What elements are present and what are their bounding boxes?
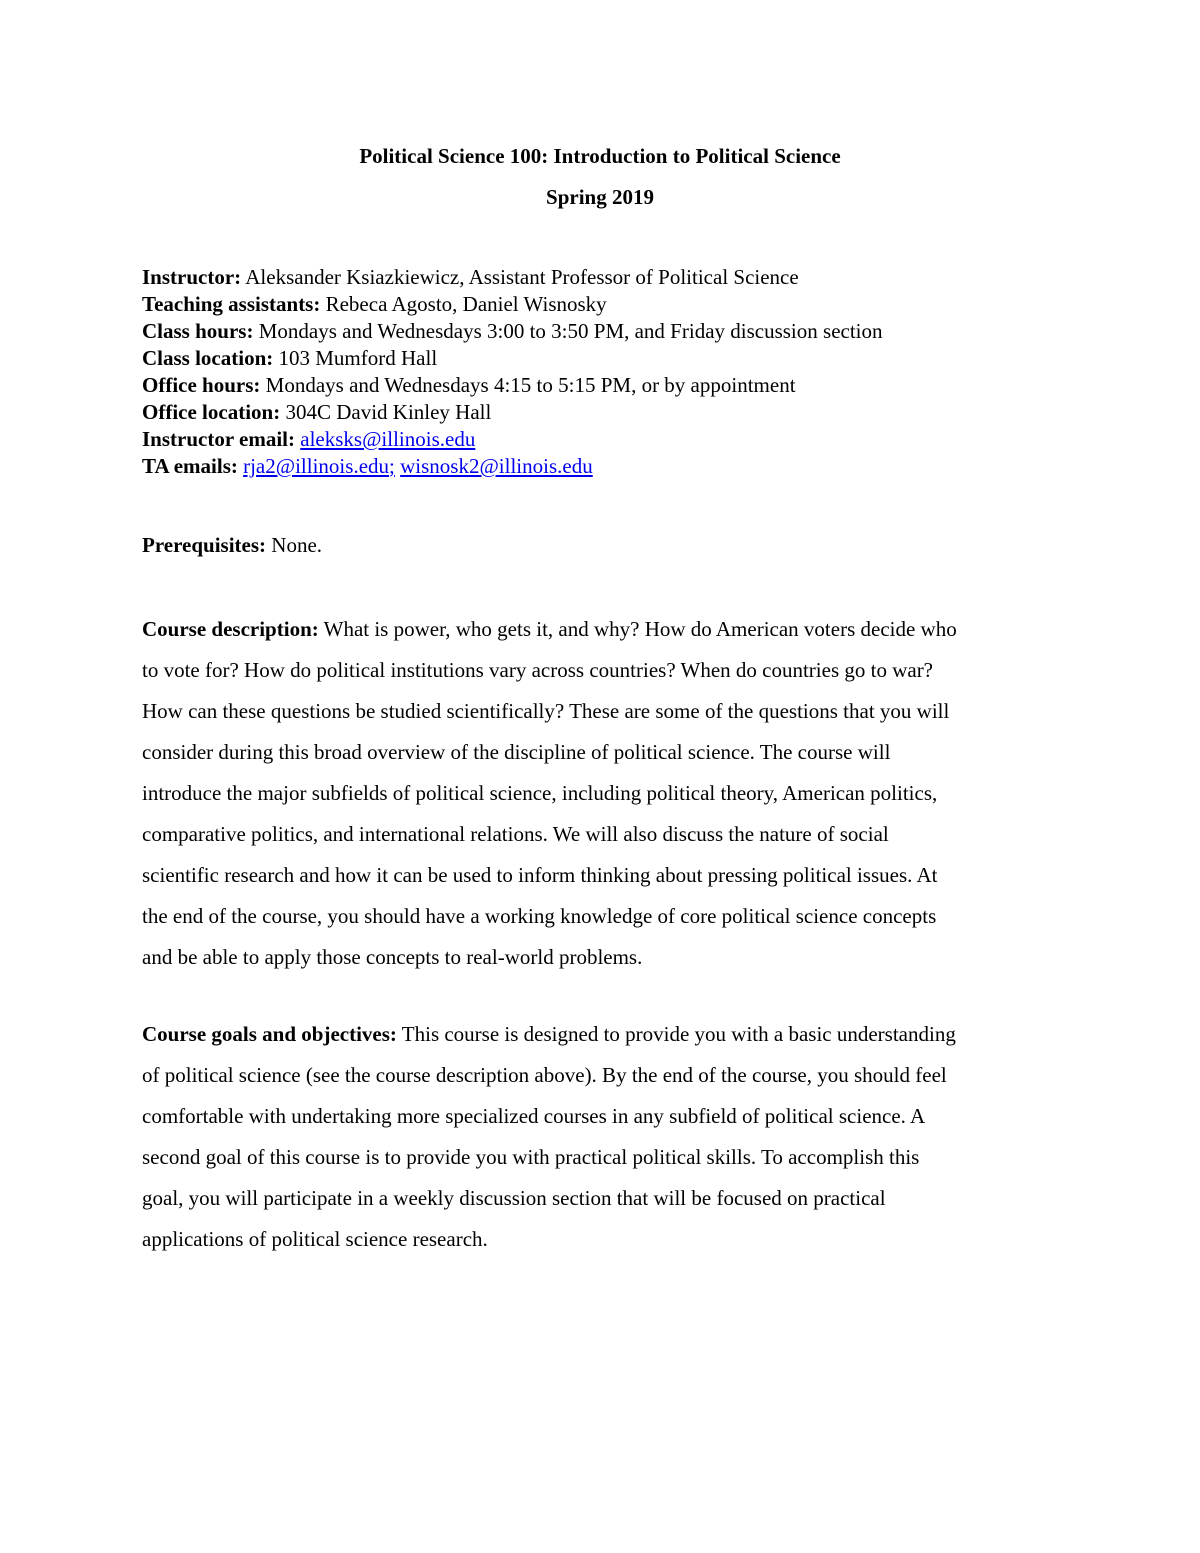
office-location-label: Office location: [142, 400, 281, 424]
teaching-assistants-row [142, 291, 1062, 318]
course-title: Political Science 100: Introduction to Political Science [359, 144, 841, 168]
office-hours-label: Office hours: [142, 373, 261, 397]
course-term: Spring 2019 [546, 185, 654, 209]
class-hours-value: Mondays and Wednesdays 3:00 to 3:50 PM, and Friday discussion section [258, 319, 883, 343]
paragraph-line: of political science (see the course description above). By the end of the course, you should feel [142, 1063, 947, 1087]
instructor-email-link[interactable]: aleksks@illinois.edu [300, 427, 476, 451]
ta-emails-label: TA emails: [142, 454, 238, 478]
paragraph-line: and be able to apply those concepts to real-world problems. [142, 945, 643, 969]
paragraph-line-text: What is power, who gets it, and why? How do American voters decide who [323, 617, 957, 641]
course-goals-label: Course goals and objectives: [142, 1022, 397, 1046]
paragraph-line: to vote for? How do political institutions vary across countries? When do countries go to war? [142, 658, 934, 682]
paragraph-line: comparative politics, and international relations. We will also discuss the nature of social [142, 822, 889, 846]
office-hours-value: Mondays and Wednesdays 4:15 to 5:15 PM, or by appointment [265, 373, 796, 397]
paragraph-line: How can these questions be studied scientifically? These are some of the questions that you will [142, 699, 950, 723]
instructor-value: Aleksander Ksiazkiewicz, Assistant Professor of Political Science [245, 265, 799, 289]
course-description-paragraph [142, 609, 1062, 978]
ta-email-link-2[interactable]: wisnosk2@illinois.edu [400, 454, 593, 478]
paragraph-line-text: This course is designed to provide you with a basic understanding [401, 1022, 956, 1046]
prerequisites-row [142, 532, 1062, 559]
paragraph-line: scientific research and how it can be used to inform thinking about pressing political issues. At [142, 863, 938, 887]
paragraph-line: applications of political science research. [142, 1227, 488, 1251]
instructor-row [142, 264, 1062, 291]
office-location-row [142, 399, 1062, 426]
paragraph-line: the end of the course, you should have a working knowledge of core political science concepts [142, 904, 937, 928]
ta-email-separator: ; [389, 454, 395, 478]
prerequisites-value: None. [271, 533, 323, 557]
paragraph-line: goal, you will participate in a weekly discussion section that will be focused on practical [142, 1186, 886, 1210]
paragraph-line: introduce the major subfields of political science, including political theory, American politics, [142, 781, 938, 805]
class-location-row [142, 345, 1062, 372]
teaching-assistants-label: Teaching assistants: [142, 292, 321, 316]
class-location-value: 103 Mumford Hall [278, 346, 438, 370]
prerequisites-label: Prerequisites: [142, 533, 267, 557]
class-hours-row [142, 318, 1062, 345]
course-info-block [142, 264, 1062, 480]
class-hours-label: Class hours: [142, 319, 254, 343]
instructor-email-label: Instructor email: [142, 427, 295, 451]
paragraph-line: comfortable with undertaking more specialized courses in any subfield of political science. A [142, 1104, 926, 1128]
paragraph-line [142, 609, 1062, 650]
teaching-assistants-value: Rebeca Agosto, Daniel Wisnosky [325, 292, 607, 316]
instructor-label: Instructor: [142, 265, 242, 289]
paragraph-line [142, 1014, 1062, 1055]
course-goals-paragraph [142, 1014, 1062, 1260]
paragraph-line: second goal of this course is to provide you with practical political skills. To accomplish this [142, 1145, 920, 1169]
ta-email-link-1[interactable]: rja2@illinois.edu [243, 454, 390, 478]
office-hours-row [142, 372, 1062, 399]
office-location-value: 304C David Kinley Hall [285, 400, 492, 424]
class-location-label: Class location: [142, 346, 274, 370]
instructor-email-row [142, 426, 1062, 453]
ta-emails-row [142, 453, 1062, 480]
course-description-label: Course description: [142, 617, 319, 641]
paragraph-line: consider during this broad overview of the discipline of political science. The course will [142, 740, 891, 764]
